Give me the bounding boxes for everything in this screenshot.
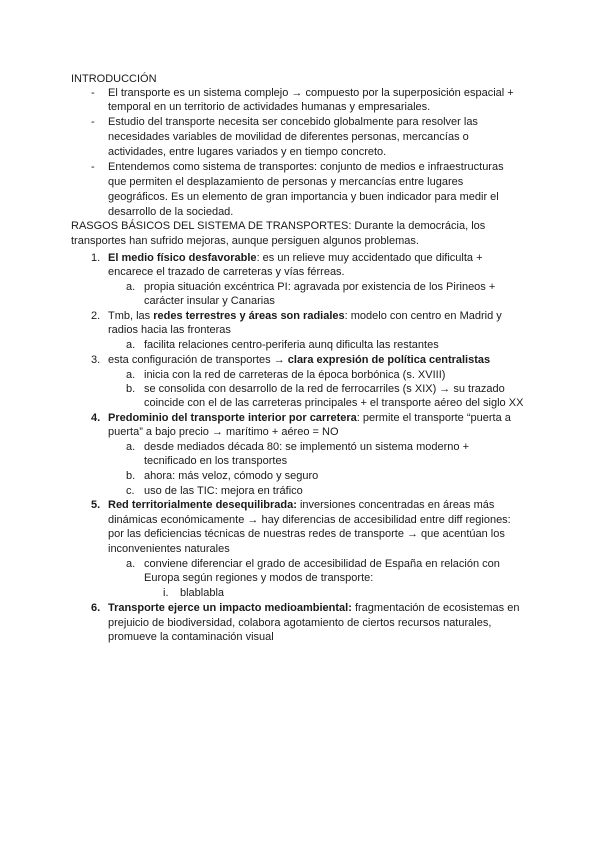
item-6-line-1 — [108, 601, 519, 615]
item-1-line-1 — [108, 251, 483, 265]
item-5-title: Red territorialmente desequilibrada: — [108, 499, 297, 511]
item-4a-line-1: desde mediados década 80: se implementó un sistema moderno + — [144, 441, 469, 453]
bullet-dash: - — [91, 116, 95, 128]
item-5ai-line-1: blablabla — [180, 587, 225, 599]
item-4b-line-1: ahora: más veloz, cómodo y seguro — [144, 470, 319, 482]
item-5a-line-1: conviene diferenciar el grado de accesibilidad de España en relación con — [144, 558, 500, 570]
intro-bullet-2-line-1: Estudio del transporte necesita ser concebido globalmente para resolver las — [108, 116, 478, 128]
item-3b-line-2: coincide con el de las carreteras principales + el transporte aéreo del siglo XX — [144, 397, 524, 409]
item-1-line-2: encarece el trazado de carreteras y vías férreas. — [108, 266, 345, 278]
bullet-dash: - — [91, 87, 95, 99]
item-5a-marker: a. — [126, 558, 136, 570]
item-3-number: 3. — [91, 354, 101, 366]
item-6-title: Transporte ejerce un impacto medioambiental: — [108, 602, 352, 614]
item-4-text: : permite el transporte “puerta a — [356, 412, 511, 424]
item-6-line-2: prejuicio de biodiversidad, colabora agotamiento de ciertos recursos naturales, — [108, 617, 492, 629]
item-2-text: : modelo con centro en Madrid y — [344, 310, 502, 322]
item-2-prefix: Tmb, las — [108, 310, 154, 322]
item-3-title: clara expresión de política centralistas — [287, 354, 491, 366]
intro-bullet-3-line-3: geográficos. Es un elemento de gran importancia y buen indicador para medir el — [108, 191, 499, 203]
item-1-number: 1. — [91, 252, 101, 264]
item-4b-marker: b. — [126, 470, 136, 482]
item-2a-marker: a. — [126, 339, 136, 351]
item-2-line-1 — [108, 309, 502, 323]
intro-bullet-2-line-2: necesidades variables de movilidad de diferentes personas, mercancías o — [108, 131, 469, 143]
item-5ai-marker: i. — [163, 587, 169, 599]
item-5a-line-2: Europa según regiones y modos de transporte: — [144, 572, 374, 584]
intro-bullet-1-line-2: temporal en un territorio de actividades humanas y empresariales. — [108, 101, 431, 113]
item-3a-marker: a. — [126, 369, 136, 381]
item-4c-marker: c. — [126, 485, 135, 497]
item-5-text: inversiones concentradas en áreas más — [296, 499, 495, 511]
item-1-text: : es un relieve muy accidentado que dificulta + — [256, 252, 483, 264]
intro-bullet-3-line-2: que permiten el desplazamiento de personas y mercancías entre lugares — [108, 176, 464, 188]
item-4a-marker: a. — [126, 441, 136, 453]
item-4a-line-2: tecnificado en los transportes — [144, 455, 288, 467]
item-4-title: Predominio del transporte interior por carretera — [108, 412, 357, 424]
item-1a-marker: a. — [126, 281, 136, 293]
item-1-title: El medio físico desfavorable — [108, 252, 257, 264]
bullet-dash: - — [91, 161, 95, 173]
intro-bullet-3-line-4: desarrollo de la sociedad. — [108, 206, 234, 218]
intro-bullet-3-line-1: Entendemos como sistema de transportes: conjunto de medios e infraestructuras — [108, 161, 504, 173]
intro-heading: INTRODUCCIÓN — [71, 73, 157, 85]
item-4-line-1 — [108, 411, 511, 425]
item-4-number: 4. — [91, 412, 101, 424]
item-3b-marker: b. — [126, 383, 136, 395]
rasgos-heading-line-2: transportes han sufrido mejoras, aunque persiguen algunos problemas. — [71, 235, 419, 247]
item-6-line-3: promueve la contaminación visual — [108, 631, 274, 643]
item-3a-line-1: inicia con la red de carreteras de la época borbónica (s. XVIII) — [144, 369, 446, 381]
item-6-text: fragmentación de ecosistemas en — [351, 602, 520, 614]
item-1a-line-1: propia situación excéntrica PI: agravada por existencia de los Pirineos + — [144, 281, 496, 293]
item-5-line-1 — [108, 498, 494, 512]
item-4-line-2: puerta” a bajo precio → marítimo + aéreo = NO — [108, 426, 339, 438]
item-3-line-1 — [108, 353, 490, 367]
item-6-number: 6. — [91, 602, 101, 614]
item-5-line-3: por las deficiencias técnicas de nuestras redes de transporte → que acentúan los — [108, 528, 505, 540]
item-2-number: 2. — [91, 310, 101, 322]
item-5-line-2: dinámicas económicamente → hay diferencias de accesibilidad entre diff regiones: — [108, 514, 511, 526]
item-5-number: 5. — [91, 499, 101, 511]
item-2-line-2: radios hacia las fronteras — [108, 324, 231, 336]
item-2-title: redes terrestres y áreas son radiales — [153, 310, 345, 322]
item-3-prefix: esta configuración de transportes → — [108, 354, 288, 366]
intro-bullet-2-line-3: actividades, entre lugares variados y en tiempo concreto. — [108, 146, 387, 158]
item-2a-line-1: facilita relaciones centro-periferia aunq dificulta las restantes — [144, 339, 439, 351]
item-1a-line-2: carácter insular y Canarias — [144, 295, 275, 307]
item-4c-line-1: uso de las TIC: mejora en tráfico — [144, 485, 303, 497]
item-5-line-4: inconvenientes naturales — [108, 543, 230, 555]
item-3b-line-1: se consolida con desarrollo de la red de ferrocarriles (s XIX) → su trazado — [144, 383, 505, 395]
rasgos-heading-line-1: RASGOS BÁSICOS DEL SISTEMA DE TRANSPORTES: Durante la democrácia, los — [71, 220, 486, 232]
intro-bullet-1-line-1: El transporte es un sistema complejo → compuesto por la superposición espacial + — [108, 87, 514, 99]
